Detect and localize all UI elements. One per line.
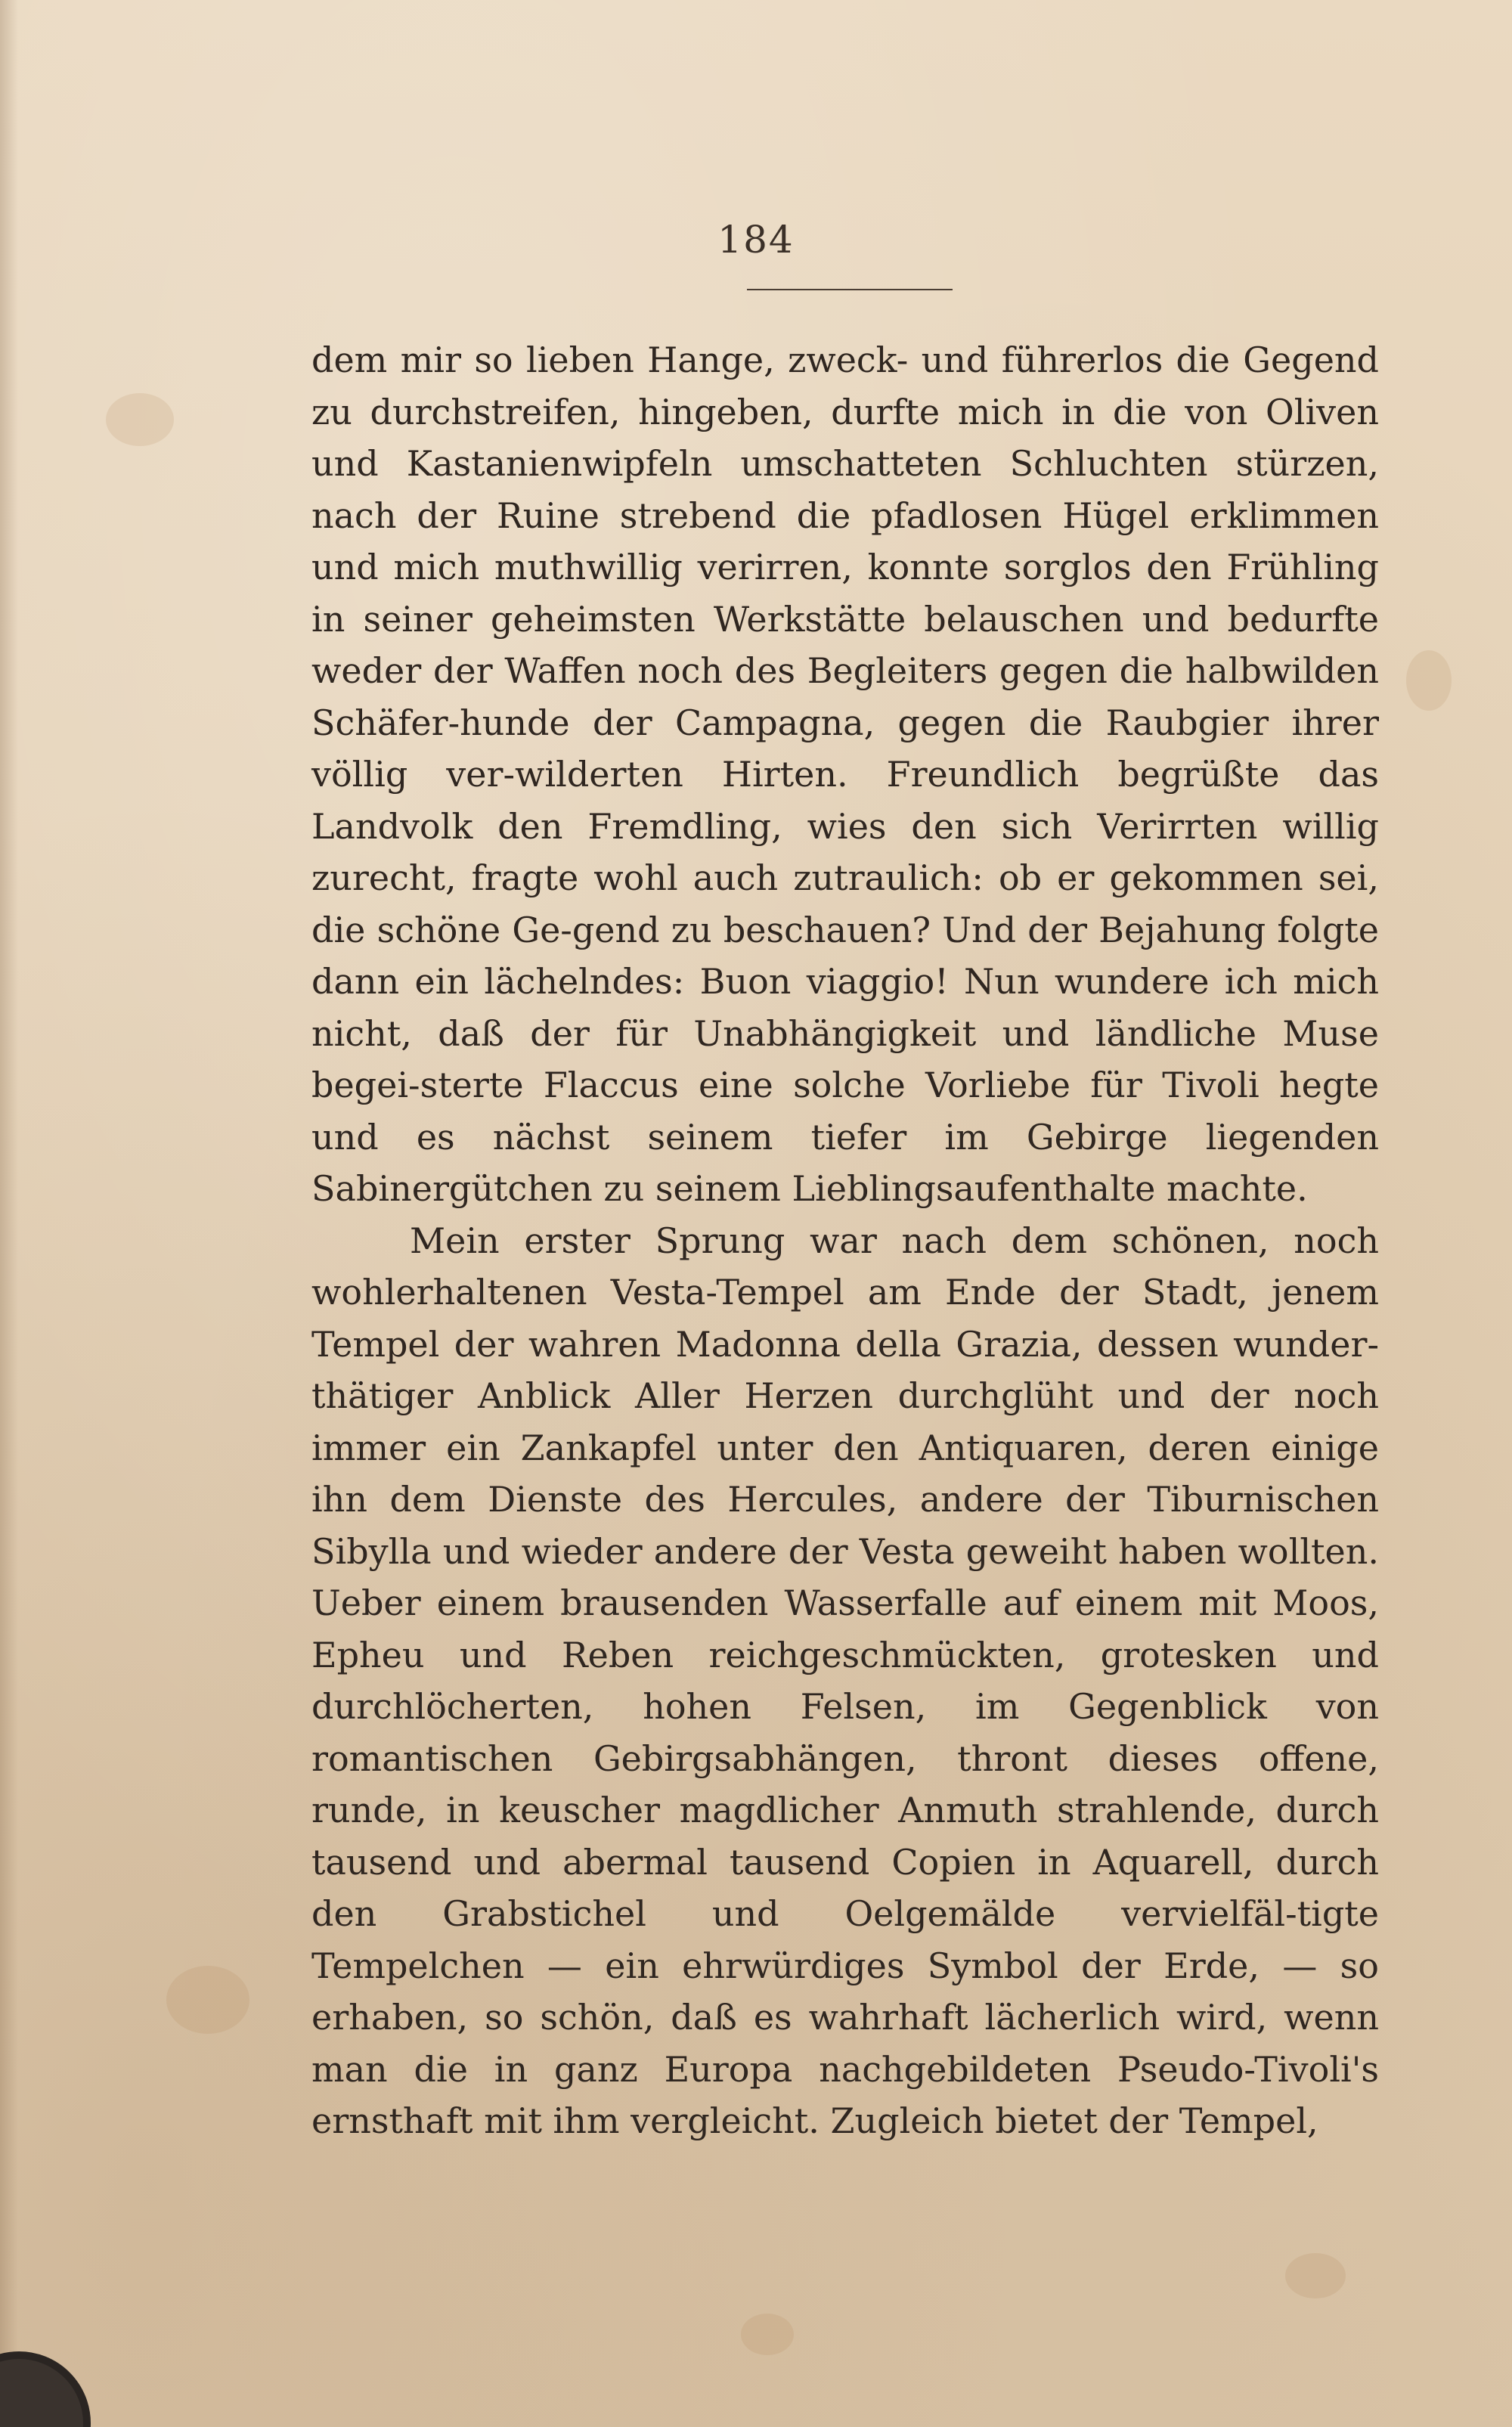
paper-stain: [1406, 650, 1452, 711]
page-edge-shadow: [0, 0, 18, 2427]
paragraph: Mein erster Sprung war nach dem schönen, noch wohlerhaltenen Vesta-Tempel am Ende der Stadt, jenem Tempel der wahren Madonna della Grazia, dessen wunder-thätiger Anblick Aller Herzen durchglüht und der noch immer ein Zankapfel unter den Antiquaren, deren einige ihn dem Dienste des Hercules, andere der Tiburnischen Sibylla und wieder andere der Vesta geweiht haben wollten. Ueber einem brausenden Wasserfalle auf einem mit Moos, Epheu und Reben reichgeschmückten, grotesken und durchlöcherten, hohen Felsen, im Gegenblick von romantischen Gebirgsabhängen, thront dieses offene, runde, in keuscher magdlicher Anmuth strahlende, durch tausend und abermal tausend Copien in Aquarell, durch den Grabstichel und Oelgemälde vervielfäl-tigte Tempelchen — ein ehrwürdiges Symbol der Erde, — so erhaben, so schön, daß es wahrhaft lächerlich wird, wenn man die in ganz Europa nachgebildeten Pseudo-Tivoli's ernsthaft mit ihm vergleicht. Zugleich bietet der Tempel,: [311, 1220, 1379, 2141]
header-rule: [747, 289, 953, 290]
paragraph: dem mir so lieben Hange, zweck- und führerlos die Gegend zu durchstreifen, hingeben, durfte mich in die von Oliven und Kastanienwipfeln umschatteten Schluchten stürzen, nach der Ruine strebend die pfadlosen Hügel erklimmen und mich muthwillig verirren, konnte sorglos den Frühling in seiner geheimsten Werkstätte belauschen und bedurfte weder der Waffen noch des Begleiters gegen die halbwilden Schäfer-hunde der Campagna, gegen die Raubgier ihrer völlig ver-wilderten Hirten. Freundlich begrüßte das Landvolk den Fremdling, wies den sich Verirrten willig zurecht, fragte wohl auch zutraulich: ob er gekommen sei, die schöne Ge-gend zu beschauen? Und der Bejahung folgte dann ein lächelndes: Buon viaggio! Nun wundere ich mich nicht, daß der für Unabhängigkeit und ländliche Muse begei-sterte Flaccus eine solche Vorliebe für Tivoli hegte und es nächst seinem tiefer im Gebirge liegenden Sabinergütchen zu seinem Lieblingsaufenthalte machte.: [311, 339, 1379, 1209]
paper-stain: [106, 393, 174, 446]
paper-stain: [166, 1966, 249, 2034]
scanner-clip: [0, 2351, 91, 2427]
paper-stain: [1285, 2253, 1346, 2298]
paper-stain: [741, 2314, 794, 2355]
body-text: [311, 334, 1379, 2147]
page-number: 184: [717, 218, 795, 262]
